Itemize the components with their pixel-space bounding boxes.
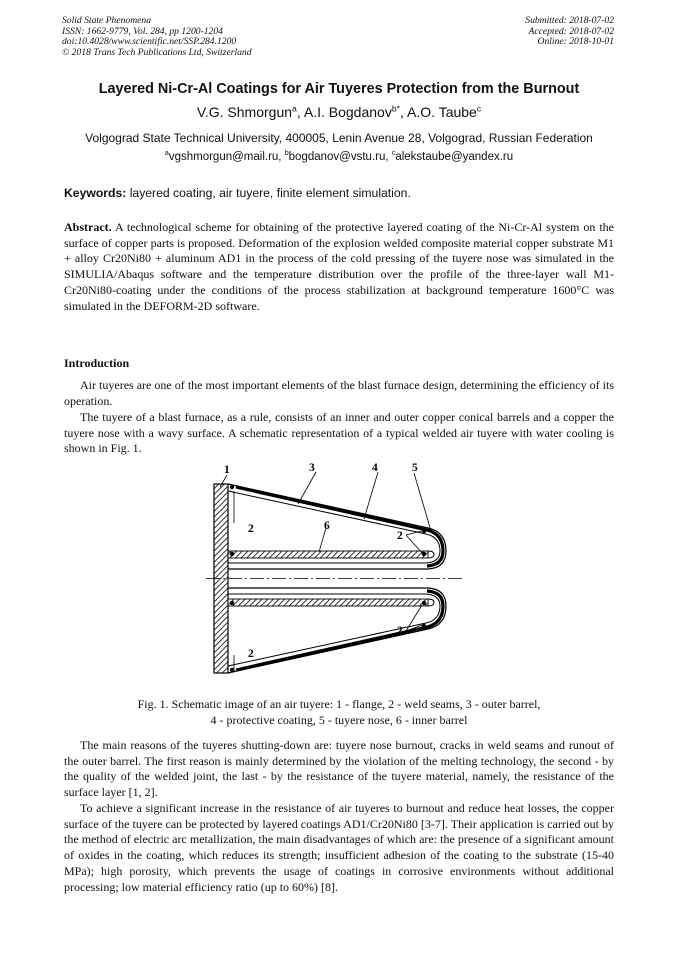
paragraph: The tuyere of a blast furnace, as a rule, consists of an inner and outer copper conical barrels and a copper the tuyere nose with a wavy surface. A schematic representation of a typical welded air tuyere with water cooling is shown in Fig. 1.	[64, 410, 614, 456]
keywords-text: layered coating, air tuyere, finite element simulation.	[129, 186, 411, 200]
email-link[interactable]: alekstaube@yandex.ru	[395, 151, 514, 163]
email-mark: b	[284, 149, 289, 158]
abstract	[64, 220, 614, 314]
email-mark: c	[391, 149, 396, 158]
abstract-label: Abstract.	[64, 220, 112, 234]
section-heading-introduction: Introduction	[64, 356, 130, 370]
author-name: A.I. Bogdanov	[303, 104, 392, 120]
figure-caption	[64, 697, 614, 728]
author-affil-mark: b*	[391, 103, 401, 114]
label-inner-barrel: 6	[324, 520, 330, 532]
author-list: V.G. Shmorgun$^a$, A.I. Bogdanov$^{b*}$, A.O. Taube$^c$	[196, 103, 482, 120]
email-link[interactable]: bogdanov@vstu.ru	[288, 151, 386, 163]
paragraph: Air tuyeres are one of the most important elements of the blast furnace design, determining the efficiency of its operation.	[64, 378, 614, 408]
upper-half	[228, 484, 446, 569]
doi-line: doi:10.4028/www.scientific.net/SSP.284.1200	[62, 36, 237, 48]
author-affil-mark: a	[292, 103, 297, 114]
label-flange: 1	[224, 464, 230, 476]
email-list: $^a$vgshmorgun@mail.ru, $^b$bogdanov@vstu.ru, $^c$alekstaube@yandex.ru	[164, 149, 514, 163]
author-name: A.O. Taube	[407, 104, 477, 120]
label-nose: 5	[412, 462, 418, 474]
label-weld-lower-right: 2	[397, 625, 403, 637]
paragraph: The main reasons of the tuyeres shutting-down are: tuyere nose burnout, cracks in weld seams and runout of the outer barrel. The first reason is mainly determined by the violation of the melting technology, the second - by the quality of the welded joint, the last - by the resistance of the tuyere material, namely, the resistance of the surface layer [1, 2].	[64, 738, 614, 800]
author-affil-mark: c	[476, 103, 482, 114]
online-date: Online: 2018-10-01	[537, 36, 614, 48]
author-name: V.G. Shmorgun	[196, 104, 293, 120]
label-weld-lower-left: 2	[248, 648, 254, 660]
issn-line: ISSN: 1662-9779, Vol. 284, pp 1200-1204	[62, 25, 223, 37]
keywords-label: Keywords:	[64, 186, 127, 200]
label-coating: 4	[372, 462, 378, 474]
submitted-date: Submitted: 2018-07-02	[525, 15, 614, 26]
tuyere-schematic-figure	[196, 461, 486, 696]
label-outer-barrel: 3	[309, 462, 315, 474]
journal-name: Solid State Phenomena	[62, 15, 151, 26]
caption-line: 4 - protective coating, 5 - tuyere nose, 6 - inner barrel	[210, 712, 468, 727]
inner-barrel	[228, 551, 428, 558]
lower-half	[228, 588, 446, 673]
abstract-text: A technological scheme for obtaining of the protective layered coating of the Ni-Cr-Al system on the surface of copper parts is proposed. Deformation of the explosion welded composite material copper substrate M1 + alloy Cr20Ni80 + aluminum AD1 in the process of the cold pressing of the tuyere nose was simulated in the SIMULIA/Abaqus software and the temperature distribution over the profile of the three-layer wall M1-Cr20Ni80-coating under the conditions of the process stabilization at background temperature 1600°C was simulated in the DEFORM-2D software.	[64, 220, 614, 313]
email-mark: a	[164, 149, 169, 158]
accepted-date: Accepted: 2018-07-02	[528, 25, 614, 37]
copyright-line: © 2018 Trans Tech Publications Ltd, Switzerland	[62, 46, 252, 58]
journal-header-left	[62, 16, 252, 58]
journal-header-right	[525, 16, 614, 48]
label-weld-upper-left: 2	[248, 523, 254, 535]
caption-line: Fig. 1. Schematic image of an air tuyere: 1 - flange, 2 - weld seams, 3 - outer barrel,	[137, 697, 541, 711]
affiliation: Volgograd State Technical University, 400005, Lenin Avenue 28, Volgograd, Russian Federation	[85, 131, 593, 145]
paper-title: Layered Ni-Cr-Al Coatings for Air Tuyeres Protection from the Burnout	[98, 81, 580, 97]
paragraph: To achieve a significant increase in the resistance of air tuyeres to burnout and reduce heat losses, the copper surface of the tuyere can be protected by layered coatings AD1/Cr20Ni80 [3-7]. Their application is carried out by the method of electric arc metallization, the main disadvantages of which are: the presence of a significant amount of oxides in the coating, which reduces its strength; insufficient adhesion of the coating to the substrate (15-40 MPa); high porosity, which prevents the usage of coatings in corrosive environments without additional processing; low material efficiency ratio (up to 60%) [8].	[64, 801, 614, 894]
label-weld-upper-right: 2	[397, 530, 403, 542]
email-link[interactable]: vgshmorgun@mail.ru	[168, 151, 279, 163]
keywords	[64, 186, 411, 200]
